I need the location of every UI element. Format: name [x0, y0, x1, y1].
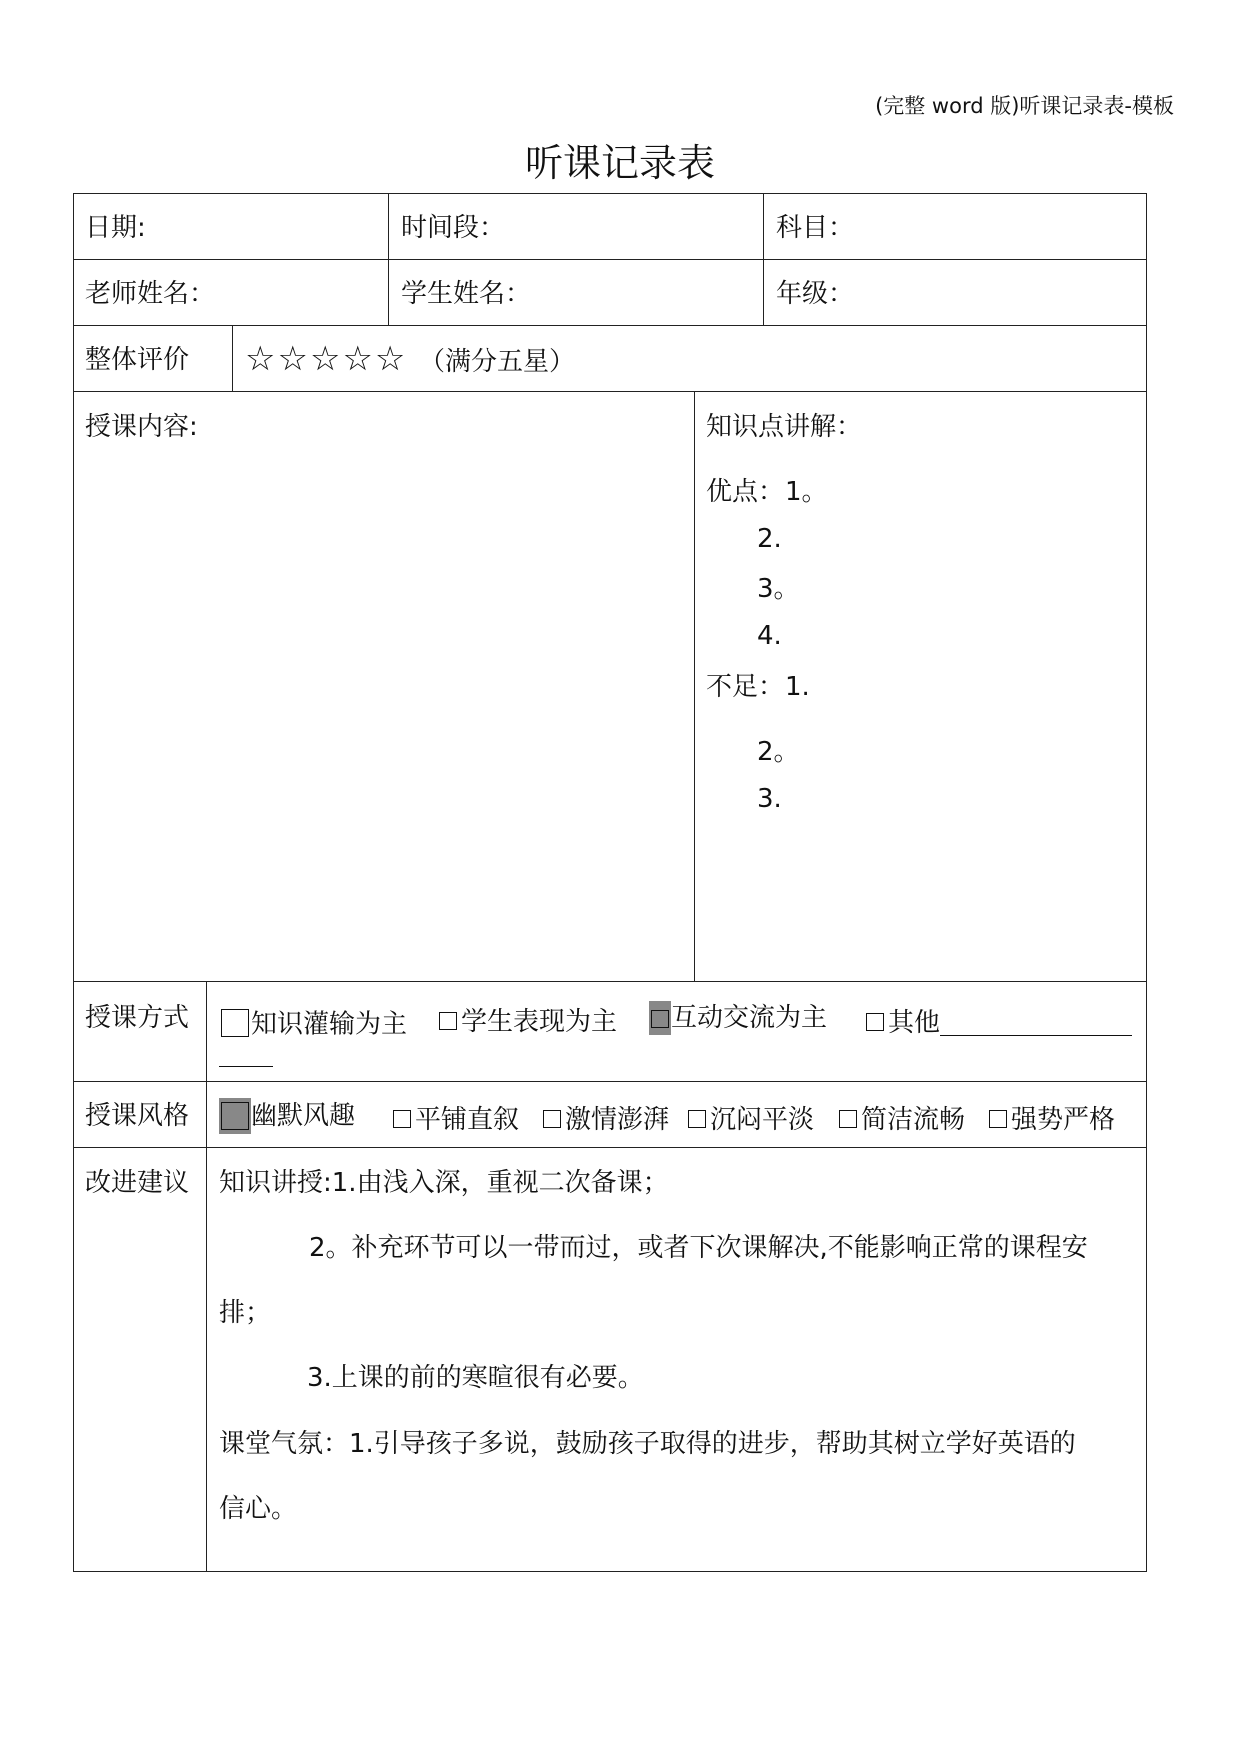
style-option-5[interactable]: 简洁流畅: [839, 1107, 965, 1133]
style-option-2[interactable]: 平铺直叙: [393, 1107, 519, 1133]
cons-item-1: 1.: [785, 672, 810, 702]
method-label: 授课方式: [85, 1003, 190, 1033]
teacher-label: 老师姓名：: [85, 279, 216, 309]
style-option-1[interactable]: 幽默风趣: [219, 1098, 355, 1134]
suggestion-line-1: 知识讲授:1.由浅入深，重视二次备课；: [219, 1168, 669, 1198]
time-label: 时间段：: [401, 213, 506, 243]
knowledge-label: 知识点讲解：: [706, 412, 863, 442]
rating-stars: ☆☆☆☆☆: [245, 339, 408, 379]
other-fill-blank[interactable]: [940, 1009, 1132, 1036]
suggestion-line-2b: 排；: [219, 1298, 272, 1328]
page-title: 听课记录表: [524, 141, 715, 185]
checkbox-icon: [651, 1010, 669, 1028]
checkbox-icon[interactable]: [989, 1110, 1007, 1128]
method-option-3[interactable]: 互动交流为主: [649, 1001, 827, 1035]
suggestion-line-4a: 课堂气氛：1.引导孩子多说，鼓励孩子取得的进步，帮助其树立学好英语的: [219, 1429, 1076, 1459]
rating-note: （满分五星）: [419, 347, 576, 377]
suggestion-line-4b: 信心。: [219, 1494, 298, 1524]
checkbox-icon[interactable]: [221, 1009, 249, 1037]
checkbox-icon[interactable]: [439, 1012, 457, 1030]
pros-item-2: 2.: [757, 524, 782, 554]
content-cell: [73, 391, 695, 982]
content-label: 授课内容:: [85, 412, 198, 442]
method-option-4[interactable]: 其他: [866, 1009, 1132, 1036]
header-note: (完整 word 版)听课记录表-模板: [875, 94, 1174, 118]
method-option-2[interactable]: 学生表现为主: [439, 1009, 617, 1035]
checkbox-icon[interactable]: [543, 1110, 561, 1128]
suggestion-label-cell: [73, 1147, 207, 1572]
suggestion-line-2a: 2。补充环节可以一带而过，或者下次课解决,不能影响正常的课程安: [309, 1233, 1088, 1263]
cons-item-3: 3.: [757, 784, 782, 814]
pros-label: 优点：: [706, 477, 785, 507]
cons-label: 不足：: [706, 672, 785, 702]
checkbox-icon[interactable]: [839, 1110, 857, 1128]
checkbox-icon[interactable]: [688, 1110, 706, 1128]
suggestion-text-cell: [206, 1147, 1147, 1572]
record-table: [73, 193, 1147, 1573]
suggestion-label: 改进建议: [85, 1168, 190, 1198]
style-option-4[interactable]: 沉闷平淡: [688, 1107, 814, 1133]
pros-item-3: 3。: [757, 574, 800, 604]
checkbox-icon[interactable]: [866, 1013, 884, 1031]
highlighted-checkbox[interactable]: [219, 1098, 251, 1134]
rating-label: 整体评价: [85, 345, 190, 375]
pros-item-4: 4.: [757, 621, 782, 651]
subject-label: 科目：: [776, 213, 855, 243]
cons-item-2: 2。: [757, 737, 800, 767]
highlighted-checkbox[interactable]: [649, 1001, 671, 1035]
student-label: 学生姓名：: [401, 279, 532, 309]
pros-item-1: 1。: [785, 477, 828, 507]
checkbox-icon: [221, 1102, 249, 1130]
style-option-6[interactable]: 强势严格: [989, 1107, 1115, 1133]
method-option-1[interactable]: 知识灌输为主: [221, 1009, 407, 1041]
style-option-3[interactable]: 激情澎湃: [543, 1107, 669, 1133]
other-fill-blank-continued[interactable]: [219, 1040, 273, 1067]
checkbox-icon[interactable]: [393, 1110, 411, 1128]
grade-label: 年级：: [776, 279, 855, 309]
suggestion-line-3: 3.上课的前的寒暄很有必要。: [307, 1363, 644, 1393]
style-label: 授课风格: [85, 1101, 190, 1131]
date-label: 日期:: [85, 213, 146, 243]
